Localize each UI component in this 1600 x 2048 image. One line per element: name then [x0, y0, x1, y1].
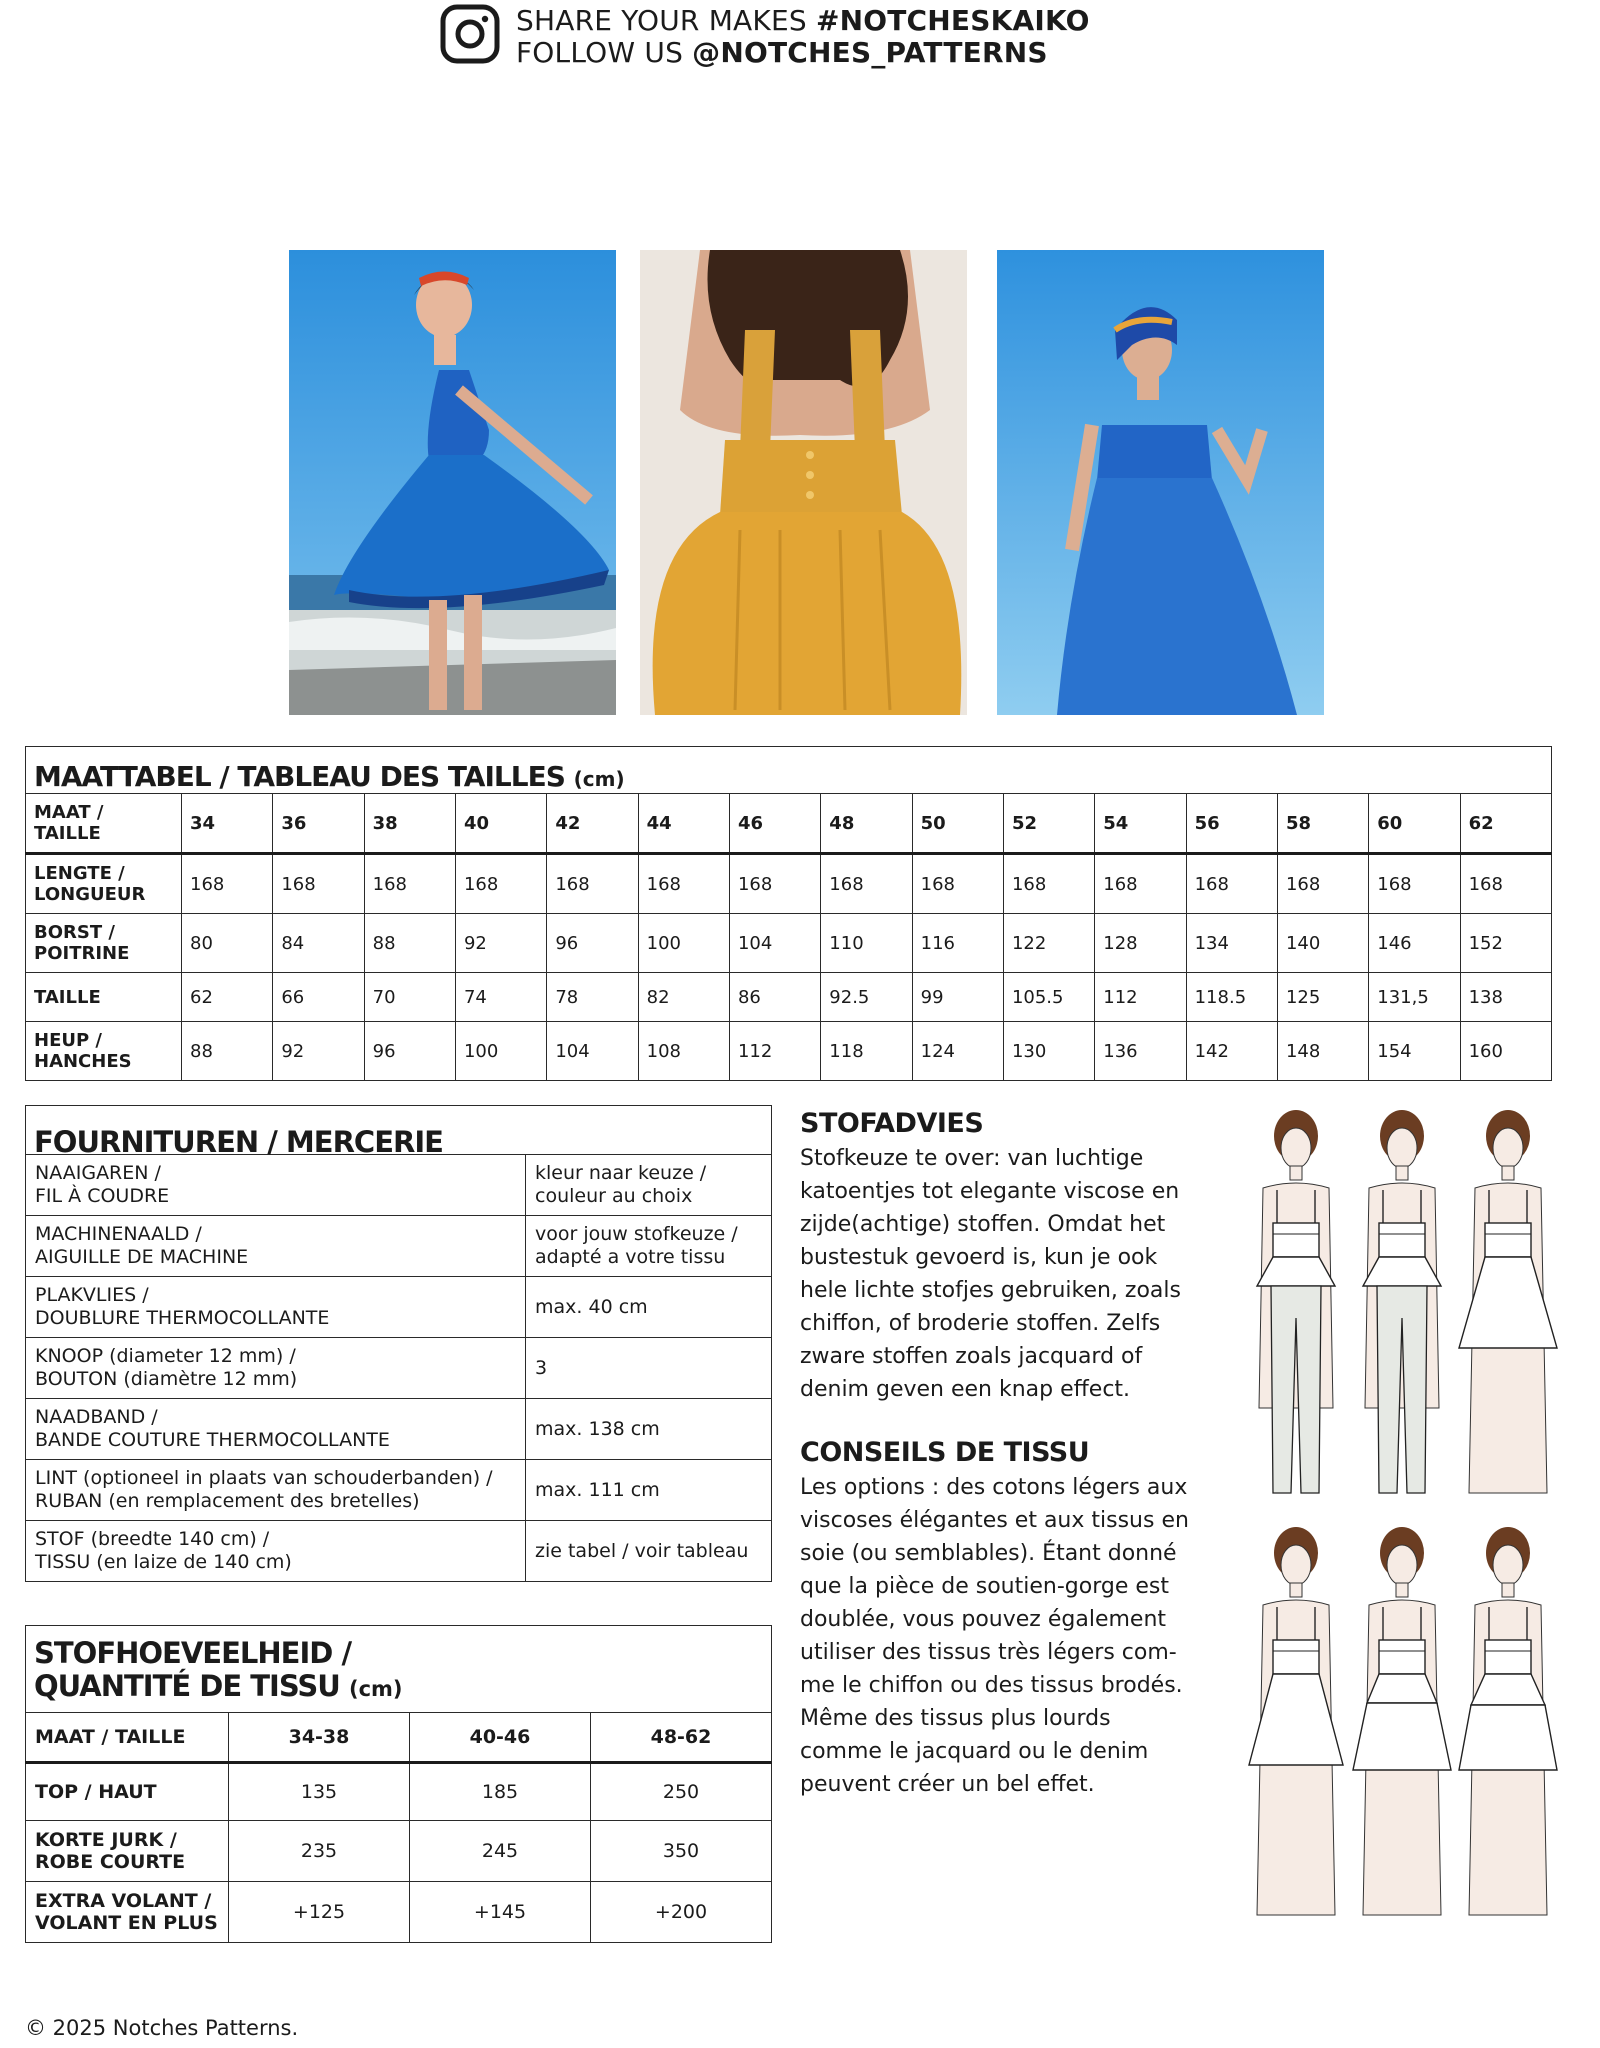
notions-section [25, 1105, 772, 1582]
bust-cell: 146 [1369, 914, 1460, 973]
bust-cell: 104 [729, 914, 820, 973]
bust-cell: 80 [182, 914, 273, 973]
copyright: © 2025 Notches Patterns. [25, 2016, 299, 2040]
garment-label: KORTE JURK / ROBE COURTE [26, 1821, 229, 1882]
waist-cell: 131,5 [1369, 973, 1460, 1022]
garment-label: TOP / HAUT [26, 1763, 229, 1821]
waist-cell: 105.5 [1003, 973, 1094, 1022]
bust-cell: 116 [912, 914, 1003, 973]
bust-cell: 100 [638, 914, 729, 973]
bust-cell: 122 [1003, 914, 1094, 973]
stofadvies-title: STOFADVIES [800, 1108, 984, 1139]
hashtag-line: SHARE YOUR MAKES #NOTCHESKAIKO [516, 4, 1090, 37]
length-cell: 168 [1369, 854, 1460, 914]
follow-line: FOLLOW US @NOTCHES_PATTERNS [516, 36, 1048, 69]
length-cell: 168 [729, 854, 820, 914]
quantity-cell: +145 [410, 1882, 591, 1943]
notions-row [26, 1460, 772, 1521]
flat-dress-variation-3 [1455, 1525, 1561, 1920]
quantity-cell: 250 [591, 1763, 772, 1821]
notion-item: NAAIGAREN / FIL À COUDRE [26, 1155, 526, 1216]
size-cell: 60 [1369, 794, 1460, 854]
stofadvies-body: Stofkeuze te over: van luchtige katoentjes tot elegante viscose en zijde(achtige) stoffen. Omdat het bustestuk gevoerd is, kun je ook hele lichte stofjes gebruiken, zoals chiffon, of broderie stoffen. Zelfs zware stoffen zoals jacquard of denim geven een knap effect. [800, 1146, 1181, 1402]
size-row [26, 794, 1552, 854]
fabric-quantity-row [26, 1882, 772, 1943]
notion-value: zie tabel / voir tableau [526, 1521, 772, 1582]
bust-cell: 134 [1186, 914, 1277, 973]
waist-cell: 82 [638, 973, 729, 1022]
quantity-cell: 135 [229, 1763, 410, 1821]
hip-cell: 92 [273, 1022, 364, 1081]
notion-value: max. 138 cm [526, 1399, 772, 1460]
waist-cell: 78 [547, 973, 638, 1022]
size-cell: 46 [729, 794, 820, 854]
notions-table [25, 1105, 772, 1582]
photo-blue-dress-sky [997, 250, 1324, 715]
hip-cell: 148 [1277, 1022, 1368, 1081]
bust-cell: 96 [547, 914, 638, 973]
waist-row [26, 973, 1552, 1022]
size-cell: 52 [1003, 794, 1094, 854]
length-cell: 168 [1003, 854, 1094, 914]
notion-item: LINT (optioneel in plaats van schouderbanden) / RUBAN (en remplacement des bretelles) [26, 1460, 526, 1521]
hip-cell: 130 [1003, 1022, 1094, 1081]
length-cell: 168 [364, 854, 455, 914]
waist-cell: 112 [1095, 973, 1186, 1022]
instagram-handle[interactable]: @NOTCHES_PATTERNS [692, 36, 1048, 69]
size-cell: 34 [182, 794, 273, 854]
size-cell: 54 [1095, 794, 1186, 854]
notion-value: kleur naar keuze / couleur au choix [526, 1155, 772, 1216]
length-row-label: LENGTE / LONGUEUR [26, 854, 182, 914]
size-range-header: 40-46 [410, 1713, 591, 1763]
hip-cell: 104 [547, 1022, 638, 1081]
notions-row [26, 1277, 772, 1338]
size-cell: 56 [1186, 794, 1277, 854]
size-cell: 58 [1277, 794, 1368, 854]
bust-cell: 92 [455, 914, 546, 973]
length-cell: 168 [821, 854, 912, 914]
hip-cell: 136 [1095, 1022, 1186, 1081]
social-header [440, 4, 1160, 69]
length-cell: 168 [1186, 854, 1277, 914]
garment-label: EXTRA VOLANT / VOLANT EN PLUS [26, 1882, 229, 1943]
size-chart-table [25, 746, 1552, 1081]
notion-item: KNOOP (diameter 12 mm) / BOUTON (diamètre 12 mm) [26, 1338, 526, 1399]
bust-row [26, 914, 1552, 973]
notion-item: NAADBAND / BANDE COUTURE THERMOCOLLANTE [26, 1399, 526, 1460]
size-chart-title: MAATTABEL / TABLEAU DES TAILLES (cm) [26, 747, 1552, 794]
hip-cell: 100 [455, 1022, 546, 1081]
waist-cell: 118.5 [1186, 973, 1277, 1022]
hashtag[interactable]: #NOTCHESKAIKO [815, 4, 1090, 37]
fabric-quantity-row [26, 1821, 772, 1882]
bust-cell: 128 [1095, 914, 1186, 973]
notion-value: max. 40 cm [526, 1277, 772, 1338]
length-cell: 168 [1460, 854, 1551, 914]
notions-row [26, 1399, 772, 1460]
waist-cell: 99 [912, 973, 1003, 1022]
fabric-quantity-row [26, 1763, 772, 1821]
size-cell: 36 [273, 794, 364, 854]
size-cell: 50 [912, 794, 1003, 854]
length-cell: 168 [1095, 854, 1186, 914]
notion-value: voor jouw stofkeuze / adapté a votre tissu [526, 1216, 772, 1277]
flat-short-dress [1455, 1108, 1561, 1498]
notions-title: FOURNITUREN / MERCERIE [26, 1106, 772, 1155]
notions-row [26, 1155, 772, 1216]
flat-top-with-trousers-alt [1349, 1108, 1455, 1498]
length-cell: 168 [547, 854, 638, 914]
size-header-label: MAAT / TAILLE [26, 1713, 229, 1763]
flat-dress-variation-2 [1349, 1525, 1455, 1920]
size-cell: 44 [638, 794, 729, 854]
waist-cell: 74 [455, 973, 546, 1022]
waist-cell: 70 [364, 973, 455, 1022]
hip-row [26, 1022, 1552, 1081]
size-cell: 42 [547, 794, 638, 854]
fabric-quantity-header [26, 1713, 772, 1763]
hip-cell: 160 [1460, 1022, 1551, 1081]
notion-item: MACHINENAALD / AIGUILLE DE MACHINE [26, 1216, 526, 1277]
length-row [26, 854, 1552, 914]
notions-row [26, 1521, 772, 1582]
bust-cell: 84 [273, 914, 364, 973]
hip-cell: 118 [821, 1022, 912, 1081]
quantity-cell: 245 [410, 1821, 591, 1882]
quantity-cell: +125 [229, 1882, 410, 1943]
notion-item: STOF (breedte 140 cm) / TISSU (en laize de 140 cm) [26, 1521, 526, 1582]
bust-cell: 152 [1460, 914, 1551, 973]
size-range-header: 48-62 [591, 1713, 772, 1763]
conseils-title: CONSEILS DE TISSU [800, 1437, 1090, 1468]
fabric-quantity-section [25, 1625, 772, 1943]
length-cell: 168 [182, 854, 273, 914]
length-cell: 168 [912, 854, 1003, 914]
flat-top-with-trousers [1243, 1108, 1349, 1498]
hip-cell: 154 [1369, 1022, 1460, 1081]
hip-cell: 112 [729, 1022, 820, 1081]
size-cell: 48 [821, 794, 912, 854]
waist-cell: 92.5 [821, 973, 912, 1022]
photo-mustard-dress-back [640, 250, 967, 715]
quantity-cell: 185 [410, 1763, 591, 1821]
photo-blue-dress-beach [289, 250, 616, 715]
notions-row [26, 1216, 772, 1277]
notions-row [26, 1338, 772, 1399]
length-cell: 168 [638, 854, 729, 914]
hip-cell: 88 [182, 1022, 273, 1081]
waist-cell: 62 [182, 973, 273, 1022]
quantity-cell: 235 [229, 1821, 410, 1882]
quantity-cell: +200 [591, 1882, 772, 1943]
fabric-quantity-title: STOFHOEVEELHEID / QUANTITÉ DE TISSU (cm) [26, 1626, 772, 1713]
fabric-quantity-table [25, 1625, 772, 1943]
size-row-label: MAAT / TAILLE [26, 794, 182, 854]
notion-item: PLAKVLIES / DOUBLURE THERMOCOLLANTE [26, 1277, 526, 1338]
hip-cell: 142 [1186, 1022, 1277, 1081]
hip-cell: 124 [912, 1022, 1003, 1081]
bust-row-label: BORST / POITRINE [26, 914, 182, 973]
size-range-header: 34-38 [229, 1713, 410, 1763]
notion-value: max. 111 cm [526, 1460, 772, 1521]
bust-cell: 140 [1277, 914, 1368, 973]
size-cell: 62 [1460, 794, 1551, 854]
waist-cell: 86 [729, 973, 820, 1022]
hip-cell: 108 [638, 1022, 729, 1081]
flat-dress-variation-1 [1243, 1525, 1349, 1920]
quantity-cell: 350 [591, 1821, 772, 1882]
conseils-body: Les options : des cotons légers aux viscoses élégantes et aux tissus en soie (ou semblables). Étant donné que la pièce de soutien-gorge est doublée, vous pouvez également utiliser des tissus très légers com- me le chiffon ou des tissus brodés. Même des tissus plus lourds comme le jacquard ou le denim peuvent créer un bel effet. [800, 1475, 1189, 1797]
hip-row-label: HEUP / HANCHES [26, 1022, 182, 1081]
notion-value: 3 [526, 1338, 772, 1399]
bust-cell: 110 [821, 914, 912, 973]
length-cell: 168 [1277, 854, 1368, 914]
instagram-icon[interactable] [440, 4, 500, 64]
waist-row-label: TAILLE [26, 973, 182, 1022]
waist-cell: 66 [273, 973, 364, 1022]
hip-cell: 96 [364, 1022, 455, 1081]
length-cell: 168 [455, 854, 546, 914]
waist-cell: 125 [1277, 973, 1368, 1022]
length-cell: 168 [273, 854, 364, 914]
waist-cell: 138 [1460, 973, 1551, 1022]
size-chart [25, 746, 1552, 1081]
size-cell: 38 [364, 794, 455, 854]
bust-cell: 88 [364, 914, 455, 973]
size-cell: 40 [455, 794, 546, 854]
